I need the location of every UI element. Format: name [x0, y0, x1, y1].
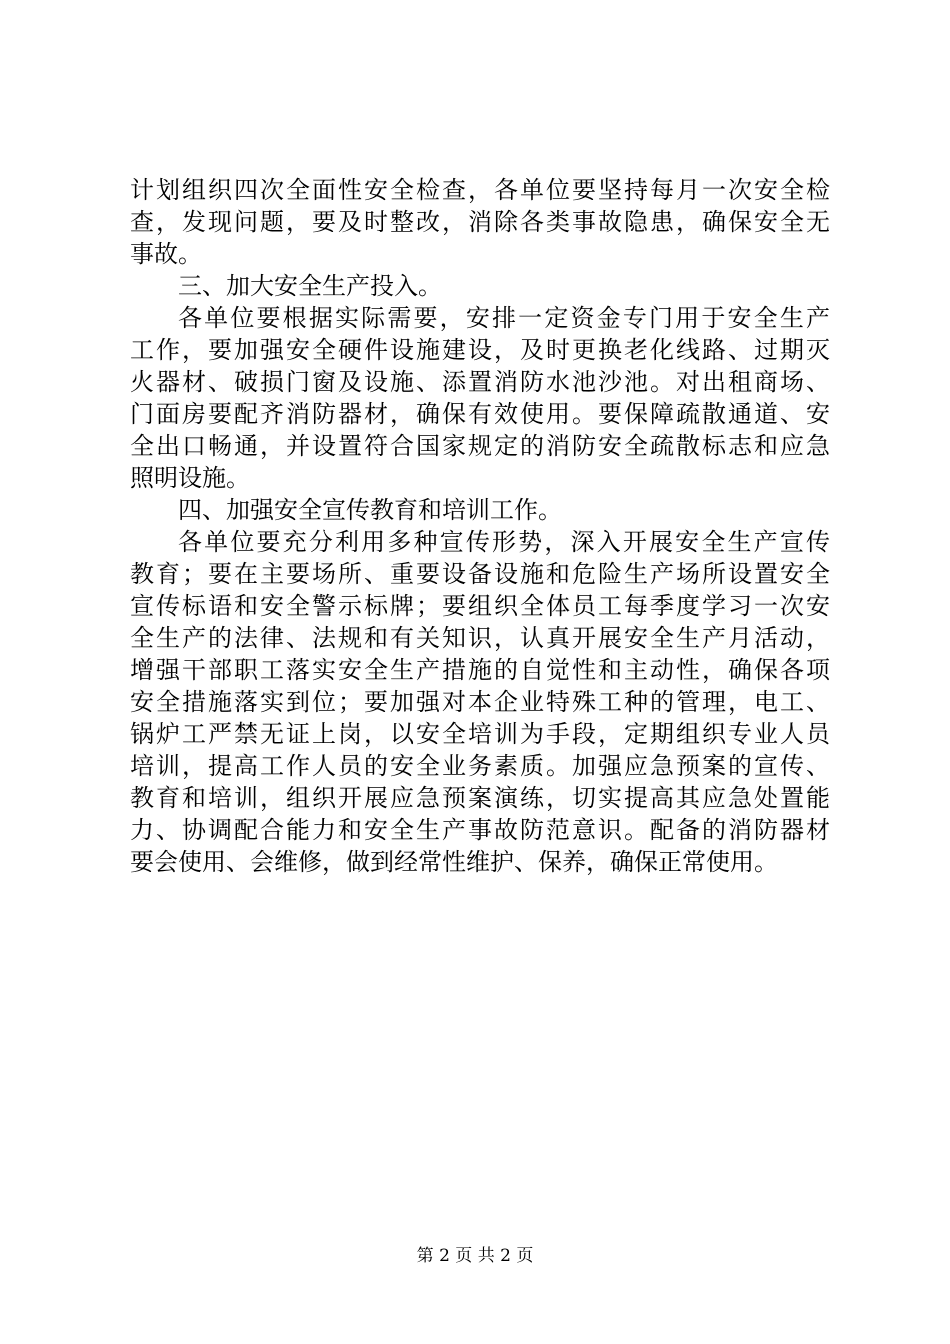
- page-number-footer: 第 2 页 共 2 页: [416, 1246, 534, 1266]
- paragraph-line: 培训，提高工作人员的安全业务素质。加强应急预案的宣传、: [130, 752, 830, 780]
- paragraph-line: 力、协调配合能力和安全生产事故防范意识。配备的消防器材: [130, 816, 830, 844]
- paragraph-line: 各单位要根据实际需要，安排一定资金专门用于安全生产: [178, 304, 830, 332]
- paragraph-line: 工作，要加强安全硬件设施建设，及时更换老化线路、过期灭: [130, 336, 830, 364]
- paragraph-line: 火器材、破损门窗及设施、添置消防水池沙池。对出租商场、: [130, 368, 830, 396]
- paragraph-line: 门面房要配齐消防器材，确保有效使用。要保障疏散通道、安: [130, 400, 830, 428]
- paragraph-line: 增强干部职工落实安全生产措施的自觉性和主动性，确保各项: [130, 656, 830, 684]
- paragraph-line: 各单位要充分利用多种宣传形势，深入开展安全生产宣传: [178, 528, 830, 556]
- paragraph-line: 教育；要在主要场所、重要设备设施和危险生产场所设置安全: [130, 560, 830, 588]
- paragraph-line: 计划组织四次全面性安全检查，各单位要坚持每月一次安全检: [130, 176, 830, 204]
- section-heading: 四、加强安全宣传教育和培训工作。: [178, 496, 562, 524]
- paragraph-line: 教育和培训，组织开展应急预案演练，切实提高其应急处置能: [130, 784, 830, 812]
- section-heading: 三、加大安全生产投入。: [178, 272, 442, 300]
- paragraph-line: 要会使用、会维修，做到经常性维护、保养，确保正常使用。: [130, 848, 778, 876]
- paragraph-line: 全出口畅通，并设置符合国家规定的消防安全疏散标志和应急: [130, 432, 830, 460]
- document-body: [130, 174, 830, 878]
- paragraph-line: 全生产的法律、法规和有关知识，认真开展安全生产月活动，: [130, 624, 830, 652]
- paragraph-line: 查，发现问题，要及时整改，消除各类事故隐患，确保安全无: [130, 208, 830, 236]
- paragraph-line: 安全措施落实到位；要加强对本企业特殊工种的管理，电工、: [130, 688, 830, 716]
- paragraph-line: 宣传标语和安全警示标牌；要组织全体员工每季度学习一次安: [130, 592, 830, 620]
- paragraph-line: 事故。: [130, 240, 202, 268]
- paragraph-line: 照明设施。: [130, 464, 250, 492]
- paragraph-line: 锅炉工严禁无证上岗，以安全培训为手段，定期组织专业人员: [130, 720, 830, 748]
